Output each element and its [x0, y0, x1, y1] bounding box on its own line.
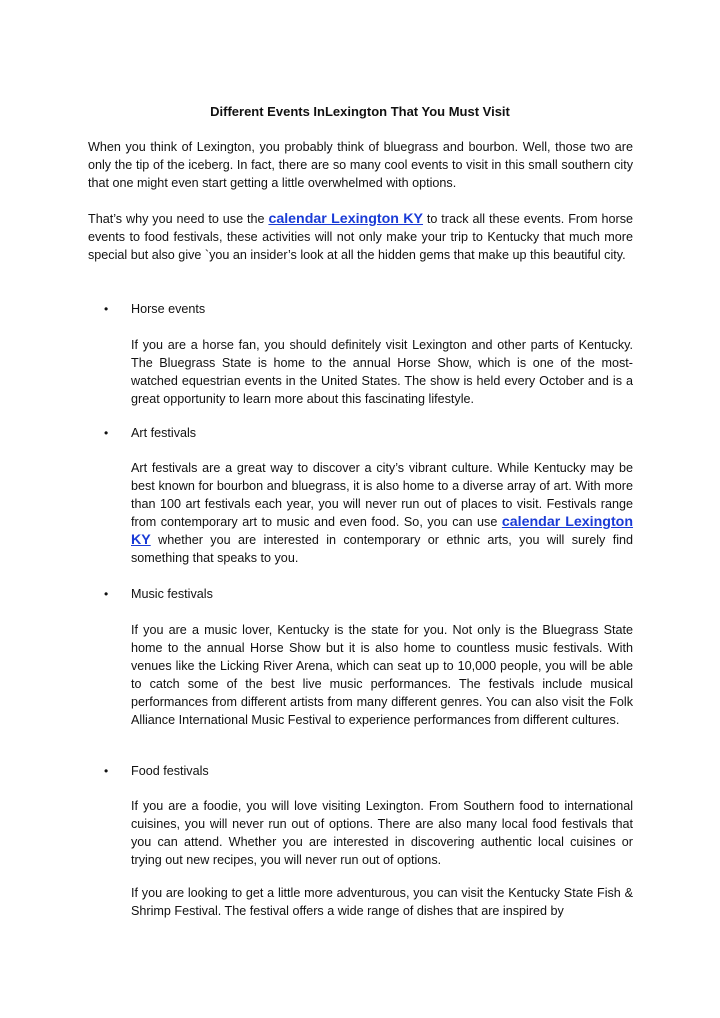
- food-festivals-paragraph-2: If you are looking to get a little more adventurous, you can visit the Kentucky State Fish & Shrimp Festival. The festival offers a wide range of dishes that are inspired by: [131, 886, 633, 918]
- bullet-icon: •: [104, 302, 109, 316]
- food-festivals-paragraph: If you are a foodie, you will love visiting Lexington. From Southern food to international cuisines, you will never run out of options. There are also many local food festivals that you can attend. Whether you are interested in discovering authentic local cuisines or trying out new recipes, you will never run out of options.: [131, 799, 633, 867]
- bullet-icon: •: [104, 426, 109, 440]
- calendar-lexington-link-2[interactable]: calendar Lexington KY: [131, 514, 634, 548]
- horse-events-paragraph: If you are a horse fan, you should definitely visit Lexington and other parts of Kentucky. The Bluegrass State is home to the annual Horse Show, which is one of the most-watched equestrian events in the United States. The show is held every October and is a great opportunity to learn more about this fascinating lifestyle.: [131, 338, 633, 406]
- calendar-paragraph: [88, 210, 633, 264]
- art-festivals-text-after: whether you are interested in contemporary or ethnic arts, you will surely find something that speaks to you.: [131, 533, 633, 565]
- section-heading-art-festivals: Art festivals: [131, 426, 197, 440]
- art-festivals-text-before: Art festivals are a great way to discover a city’s vibrant culture. While Kentucky may be best known for bourbon and bluegrass, it is also home to a diverse array of art. With more than 100 art festivals each year, you will never run out of places to visit. Festivals range from contemporary art to music and even food. So, you can use: [131, 461, 633, 529]
- bullet-icon: •: [104, 587, 109, 601]
- section-heading-horse-events: Horse events: [131, 302, 206, 316]
- music-festivals-paragraph: If you are a music lover, Kentucky is the state for you. Not only is the Bluegrass State home to the annual Horse Show but it is also home to countless music festivals. With venues like the Licking River Arena, which can seat up to 10,000 people, you will be able to catch some of the best live music performances. The festivals include musical performances from different artists from many different genres. You can also visit the Folk Alliance International Music Festival to experience performances from different cultures.: [131, 623, 633, 727]
- calendar-paragraph-text-before: That’s why you need to use the: [88, 212, 269, 226]
- intro-paragraph: When you think of Lexington, you probably think of bluegrass and bourbon. Well, those two are only the tip of the iceberg. In fact, there are so many cool events to visit in this small southern city that one might even start getting a little overwhelmed with options.: [88, 140, 633, 190]
- section-heading-food-festivals: Food festivals: [131, 764, 209, 778]
- calendar-lexington-link[interactable]: calendar Lexington KY: [268, 211, 423, 227]
- art-festivals-paragraph: [131, 459, 633, 567]
- document-title: Different Events InLexington That You Must Visit: [210, 104, 510, 119]
- bullet-icon: •: [104, 764, 109, 778]
- section-heading-music-festivals: Music festivals: [131, 587, 213, 601]
- calendar-paragraph-text-after: to track all these events. From horse events to food festivals, these activities will not only make your trip to Kentucky that much more special but also give `you an insider’s look at all the hidden gems that make up this beautiful city.: [88, 212, 634, 262]
